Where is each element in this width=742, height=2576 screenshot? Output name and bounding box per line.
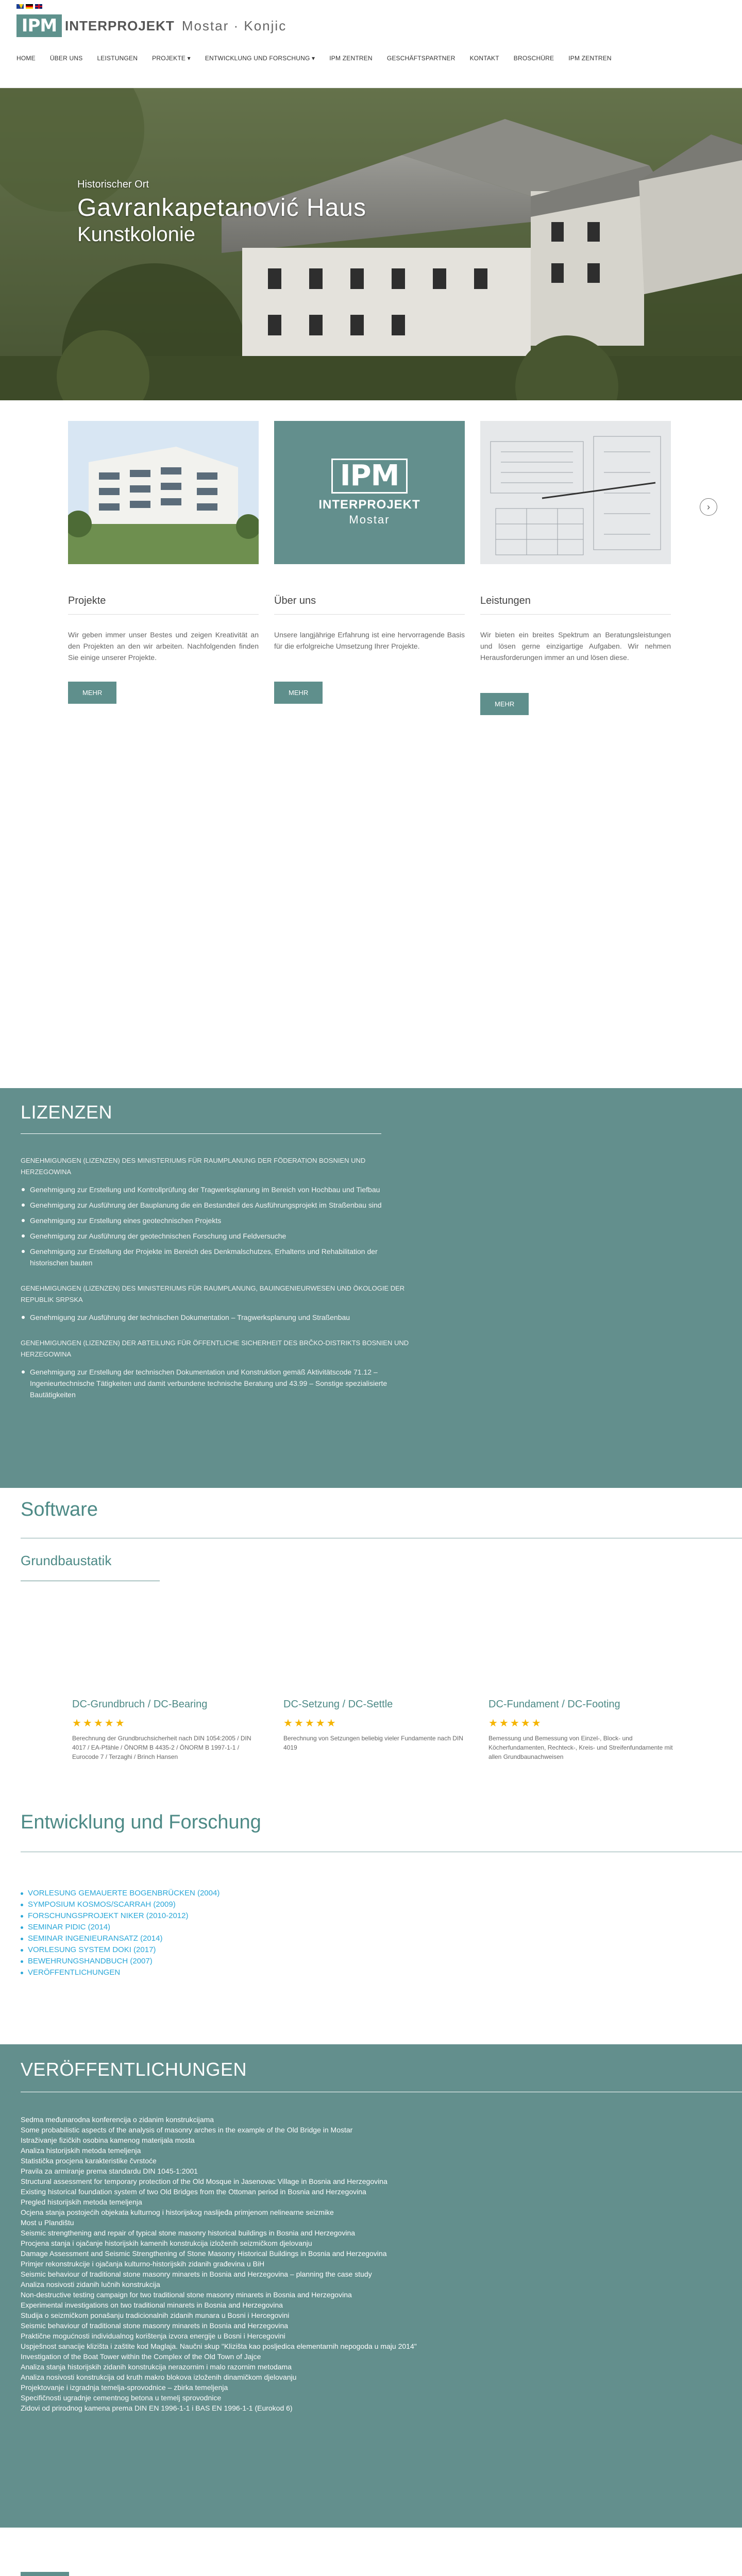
- list-item: [21, 1922, 220, 1933]
- license-item: Genehmigung zur Ausführung der Bauplanung die ein Bestandteil des Ausführungsprojekt im Straßenbau sind: [21, 1199, 412, 1211]
- publication-item: Experimental investigations on two traditional minarets in Bosnia and Herzegovina: [21, 2301, 283, 2309]
- hero-caption: [77, 179, 366, 246]
- list-item: [21, 1888, 220, 1899]
- publication-item: Ocjena stanja postojećih objekata kulturnog i historijskog naslijeđa primjenom nelinearne seizmike: [21, 2208, 334, 2216]
- licenses-divider: [21, 1133, 381, 1134]
- publication-item: Structural assessment for temporary protection of the Old Mosque in Jasenovac Village in Bosnia and Herzegovina: [21, 2177, 387, 2185]
- publication-item: Investigation of the Boat Tower within the Complex of the Old Town of Jajce: [21, 2352, 261, 2361]
- nav-brochure[interactable]: BROSCHÜRE: [513, 55, 554, 62]
- software-subtitle: Grundbaustatik: [21, 1553, 112, 1568]
- research-link[interactable]: SEMINAR INGENIEURANSATZ (2014): [28, 1934, 163, 1943]
- publication-item: Existing historical foundation system of two Old Bridges from the Ottoman period in Bosnia and Herzegovina: [21, 2188, 366, 2196]
- software-description: Berechnung von Setzungen beliebig vieler Fundamente nach DIN 4019: [283, 1735, 463, 1751]
- licenses-body: [21, 1155, 412, 1415]
- star-rating-icon: ★★★★★: [488, 1718, 543, 1729]
- list-item: [21, 1910, 220, 1922]
- nav-home[interactable]: HOME: [16, 55, 36, 62]
- software-item: [488, 1699, 674, 1761]
- research-title: Entwicklung und Forschung: [21, 1811, 261, 1833]
- license-item: Genehmigung zur Erstellung eines geotechnischen Projekts: [21, 1215, 412, 1226]
- publications-more-button[interactable]: [21, 2572, 69, 2576]
- publication-item: Seismic behaviour of traditional stone masonry minarets in Bosnia and Herzegovina – planning the case study: [21, 2270, 372, 2278]
- software-description: Bemessung und Bemessung von Einzel-, Block- und Köcherfundamenten, Rechteck-, Kreis- und Streifenfundamente mit allen Grundbaunachweisen: [488, 1735, 673, 1760]
- research-link[interactable]: BEWEHRUNGSHANDBUCH (2007): [28, 1957, 153, 1965]
- license-item: Genehmigung zur Ausführung der geotechnischen Forschung und Feldversuche: [21, 1230, 412, 1242]
- license-item: Genehmigung zur Erstellung der Projekte im Bereich des Denkmalschutzes, Erhaltens und Rehabilitation der historischen bauten: [21, 1246, 412, 1268]
- license-item: Genehmigung zur Ausführung der technischen Dokumentation – Tragwerksplanung und Straßenbau: [21, 1312, 412, 1323]
- star-rating-icon: ★★★★★: [72, 1718, 126, 1729]
- publication-item: Specifičnosti ugradnje cementnog betona u temelj sprovodnice: [21, 2394, 222, 2402]
- projects-image[interactable]: [68, 421, 259, 564]
- publication-item: Zidovi od prirodnog kamena prema DIN EN 1996-1-1 i BAS EN 1996-1-1 (Eurokod 6): [21, 2404, 293, 2412]
- licenses-section: [0, 1088, 742, 1488]
- chevron-right-icon: ›: [707, 501, 710, 512]
- language-switcher: [16, 4, 42, 9]
- hero-kicker: Historischer Ort: [77, 179, 149, 190]
- research-link[interactable]: VORLESUNG GEMAUERTE BOGENBRÜCKEN (2004): [28, 1889, 220, 1897]
- publication-item: Damage Assessment and Seismic Strengthening of Stone Masonry Historical Buildings in Bosnia and Herzegovina: [21, 2249, 387, 2258]
- services-more-button[interactable]: MEHR: [480, 693, 529, 715]
- research-list: [21, 1888, 220, 1978]
- projects-more-button[interactable]: MEHR: [68, 682, 116, 704]
- nav-ipm-centers-2[interactable]: IPM ZENTREN: [568, 55, 612, 62]
- publication-item: Statistička procjena karakteristike čvrstoće: [21, 2157, 157, 2165]
- feature-text: Unsere langjährige Erfahrung ist eine hervorragende Basis für die erfolgreiche Umsetzung Ihrer Projekte.: [274, 631, 465, 650]
- about-more-button[interactable]: MEHR: [274, 682, 323, 704]
- hero-slider[interactable]: [0, 88, 742, 400]
- research-link[interactable]: VERÖFFENTLICHUNGEN: [28, 1968, 121, 1977]
- nav-ipm-centers[interactable]: IPM ZENTREN: [329, 55, 373, 62]
- logo-name: INTERPROJEKT: [65, 18, 175, 33]
- publication-item: Istraživanje fizičkih osobina kamenog materijala mosta: [21, 2136, 195, 2144]
- research-link[interactable]: FORSCHUNGSPROJEKT NIKER (2010-2012): [28, 1911, 189, 1920]
- software-title: Software: [21, 1499, 98, 1520]
- logo-subtitle: Mostar · Konjic: [181, 18, 287, 33]
- license-list: [21, 1312, 412, 1323]
- publication-item: Some probabilistic aspects of the analysis of masonry arches in the example of the Old Bridge in Mostar: [21, 2126, 353, 2134]
- software-name[interactable]: DC-Fundament / DC-Footing: [488, 1699, 620, 1710]
- bosnia-flag-icon[interactable]: [16, 4, 24, 9]
- feature-text: Wir geben immer unser Bestes und zeigen Kreativität an den Projekten an den wir arbeiten. Nachfolgenden finden Sie einige unserer Projekte.: [68, 631, 259, 662]
- publication-item: Pravila za armiranje prema standardu DIN 1045-1:2001: [21, 2167, 198, 2175]
- publication-item: Sedma međunarodna konferencija o zidanim konstrukcijama: [21, 2115, 214, 2124]
- services-image[interactable]: [480, 421, 671, 564]
- nav-projects[interactable]: PROJEKTE ▾: [152, 55, 191, 62]
- germany-flag-icon[interactable]: [26, 4, 33, 9]
- publication-item: Analiza nosivosti zidanih lučnih konstrukcija: [21, 2280, 160, 2289]
- publications-list: [21, 2114, 536, 2413]
- software-item: [72, 1699, 258, 1761]
- site-logo[interactable]: [16, 14, 286, 37]
- nav-about[interactable]: ÜBER UNS: [49, 55, 83, 62]
- publication-item: Seismic strengthening and repair of typical stone masonry historical buildings in Bosnia and Herzegovina: [21, 2229, 356, 2237]
- license-list: [21, 1366, 412, 1400]
- about-image-name: INTERPROJEKT: [318, 498, 420, 512]
- list-item: [21, 1899, 220, 1910]
- feature-title: Über uns: [274, 595, 465, 615]
- nav-contact[interactable]: KONTAKT: [469, 55, 499, 62]
- list-item: [21, 1967, 220, 1978]
- software-name[interactable]: DC-Grundbruch / DC-Bearing: [72, 1699, 208, 1710]
- feature-projects: [68, 595, 259, 663]
- list-item: [21, 1933, 220, 1944]
- software-item: [283, 1699, 469, 1752]
- publication-item: Studija o seizmičkom ponašanju tradicionalnih zidanih munara u Bosni i Hercegovini: [21, 2311, 290, 2319]
- software-name[interactable]: DC-Setzung / DC-Settle: [283, 1699, 393, 1710]
- list-item: [21, 1956, 220, 1967]
- carousel-next-button[interactable]: [700, 498, 717, 516]
- license-group-heading: GENEHMIGUNGEN (LIZENZEN) DES MINISTERIUMS FÜR RAUMPLANUNG DER FÖDERATION BOSNIEN UND HERZEGOWINA: [21, 1157, 366, 1176]
- about-image-city: Mostar: [349, 513, 390, 526]
- publication-item: Analiza historijskih metoda temeljenja: [21, 2146, 141, 2155]
- publication-item: Procjena stanja i ojačanje historijskih kamenih konstrukcija izloženih seizmičkom djelovanju: [21, 2239, 312, 2247]
- publication-item: Projektovanje i izgradnja temelja-sprovodnice – zbirka temeljenja: [21, 2383, 228, 2392]
- nav-services[interactable]: LEISTUNGEN: [97, 55, 138, 62]
- publication-item: Primjer rekonstrukcije i ojačanja kulturno-historijskih zidanih građevina u BiH: [21, 2260, 265, 2268]
- feature-about: [274, 595, 465, 652]
- nav-partners[interactable]: GESCHÄFTSPARTNER: [386, 55, 456, 62]
- research-link[interactable]: SEMINAR PIDIC (2014): [28, 1923, 111, 1931]
- nav-research[interactable]: ENTWICKLUNG UND FORSCHUNG ▾: [205, 55, 315, 62]
- publication-item: Analiza stanja historijskih zidanih konstrukcija nerazornim i malo razornim metodama: [21, 2363, 292, 2371]
- main-nav: [16, 50, 626, 66]
- publications-title: VERÖFFENTLICHUNGEN: [21, 2059, 247, 2080]
- license-group-heading: GENEHMIGUNGEN (LIZENZEN) DES MINISTERIUMS FÜR RAUMPLANUNG, BAUINGENIEURWESEN UND ÖKOLOGIE DER REPUBLIK SRPSKA: [21, 1284, 405, 1303]
- publication-item: Praktične mogućnosti individualnog korištenja izvora energije u Bosni i Hercegovini: [21, 2332, 285, 2340]
- publication-item: Analiza nosivosti konstrukcija od kruth makro blokova izloženih dinamičkom djelovanju: [21, 2373, 297, 2381]
- publication-item: Uspješnost sanacije klizišta i zaštite kod Maglaja. Naučni skup "Klizišta kao posljedica elementarnih nepogoda u maju 2014": [21, 2342, 417, 2350]
- publications-section: [0, 2044, 742, 2528]
- about-image[interactable]: [274, 421, 465, 564]
- license-item: Genehmigung zur Erstellung der technischen Dokumentation und Konstruktion gemäß Aktivitätscode 71.12 – Ingenieurtechnische Tätigkeiten und damit verbundene technische Beratung und 43.99 – Sonstige spezialisierte Bautätigkeiten: [21, 1366, 412, 1400]
- hero-subtitle: Kunstkolonie: [77, 223, 196, 246]
- software-description: Berechnung der Grundbruchsicherheit nach DIN 1054:2005 / DIN 4017 / EA-Pfähle / ÖNORM B 4435-2 / ÖNORM B 1997-1-1 / Eurocode 7 / Terzaghi / Brinch Hansen: [72, 1735, 251, 1760]
- star-rating-icon: ★★★★★: [283, 1718, 338, 1729]
- feature-text: Wir bieten ein breites Spektrum an Beratungsleistungen und lösen gerne einzigartige Aufgaben. Wir nehmen Herausforderungen immer an und lösen diese.: [480, 631, 671, 662]
- about-image-logo: IPM: [331, 459, 408, 494]
- feature-services: [480, 595, 671, 663]
- feature-title: Leistungen: [480, 595, 671, 615]
- publication-item: Seismic behaviour of traditional stone masonry minarets in Bosnia and Herzegovina: [21, 2321, 289, 2330]
- license-item: Genehmigung zur Erstellung und Kontrollprüfung der Tragwerksplanung im Bereich von Hochbau und Tiefbau: [21, 1184, 412, 1195]
- licenses-title: LIZENZEN: [21, 1101, 113, 1123]
- research-link[interactable]: SYMPOSIUM KOSMOS/SCARRAH (2009): [28, 1900, 176, 1909]
- hero-title: Gavrankapetanović Haus: [77, 194, 366, 222]
- publication-item: Non-destructive testing campaign for two traditional stone masonry minarets in Bosnia and Herzegovina: [21, 2291, 352, 2299]
- logo-mark: IPM: [16, 14, 62, 37]
- site-header: [0, 0, 742, 70]
- publication-item: Pregled historijskih metoda temeljenja: [21, 2198, 142, 2206]
- features-section: [0, 400, 742, 1070]
- license-group-heading: GENEHMIGUNGEN (LIZENZEN) DER ABTEILUNG FÜR ÖFFENTLICHE SICHERHEIT DES BRČKO-DISTRIKTS BOSNIEN UND HERZEGOWINA: [21, 1339, 409, 1358]
- uk-flag-icon[interactable]: [35, 4, 42, 9]
- list-item: [21, 1944, 220, 1956]
- license-list: [21, 1184, 412, 1268]
- feature-title: Projekte: [68, 595, 259, 615]
- research-link[interactable]: VORLESUNG SYSTEM DOKI (2017): [28, 1945, 156, 1954]
- publication-item: Most u Plandištu: [21, 2218, 74, 2227]
